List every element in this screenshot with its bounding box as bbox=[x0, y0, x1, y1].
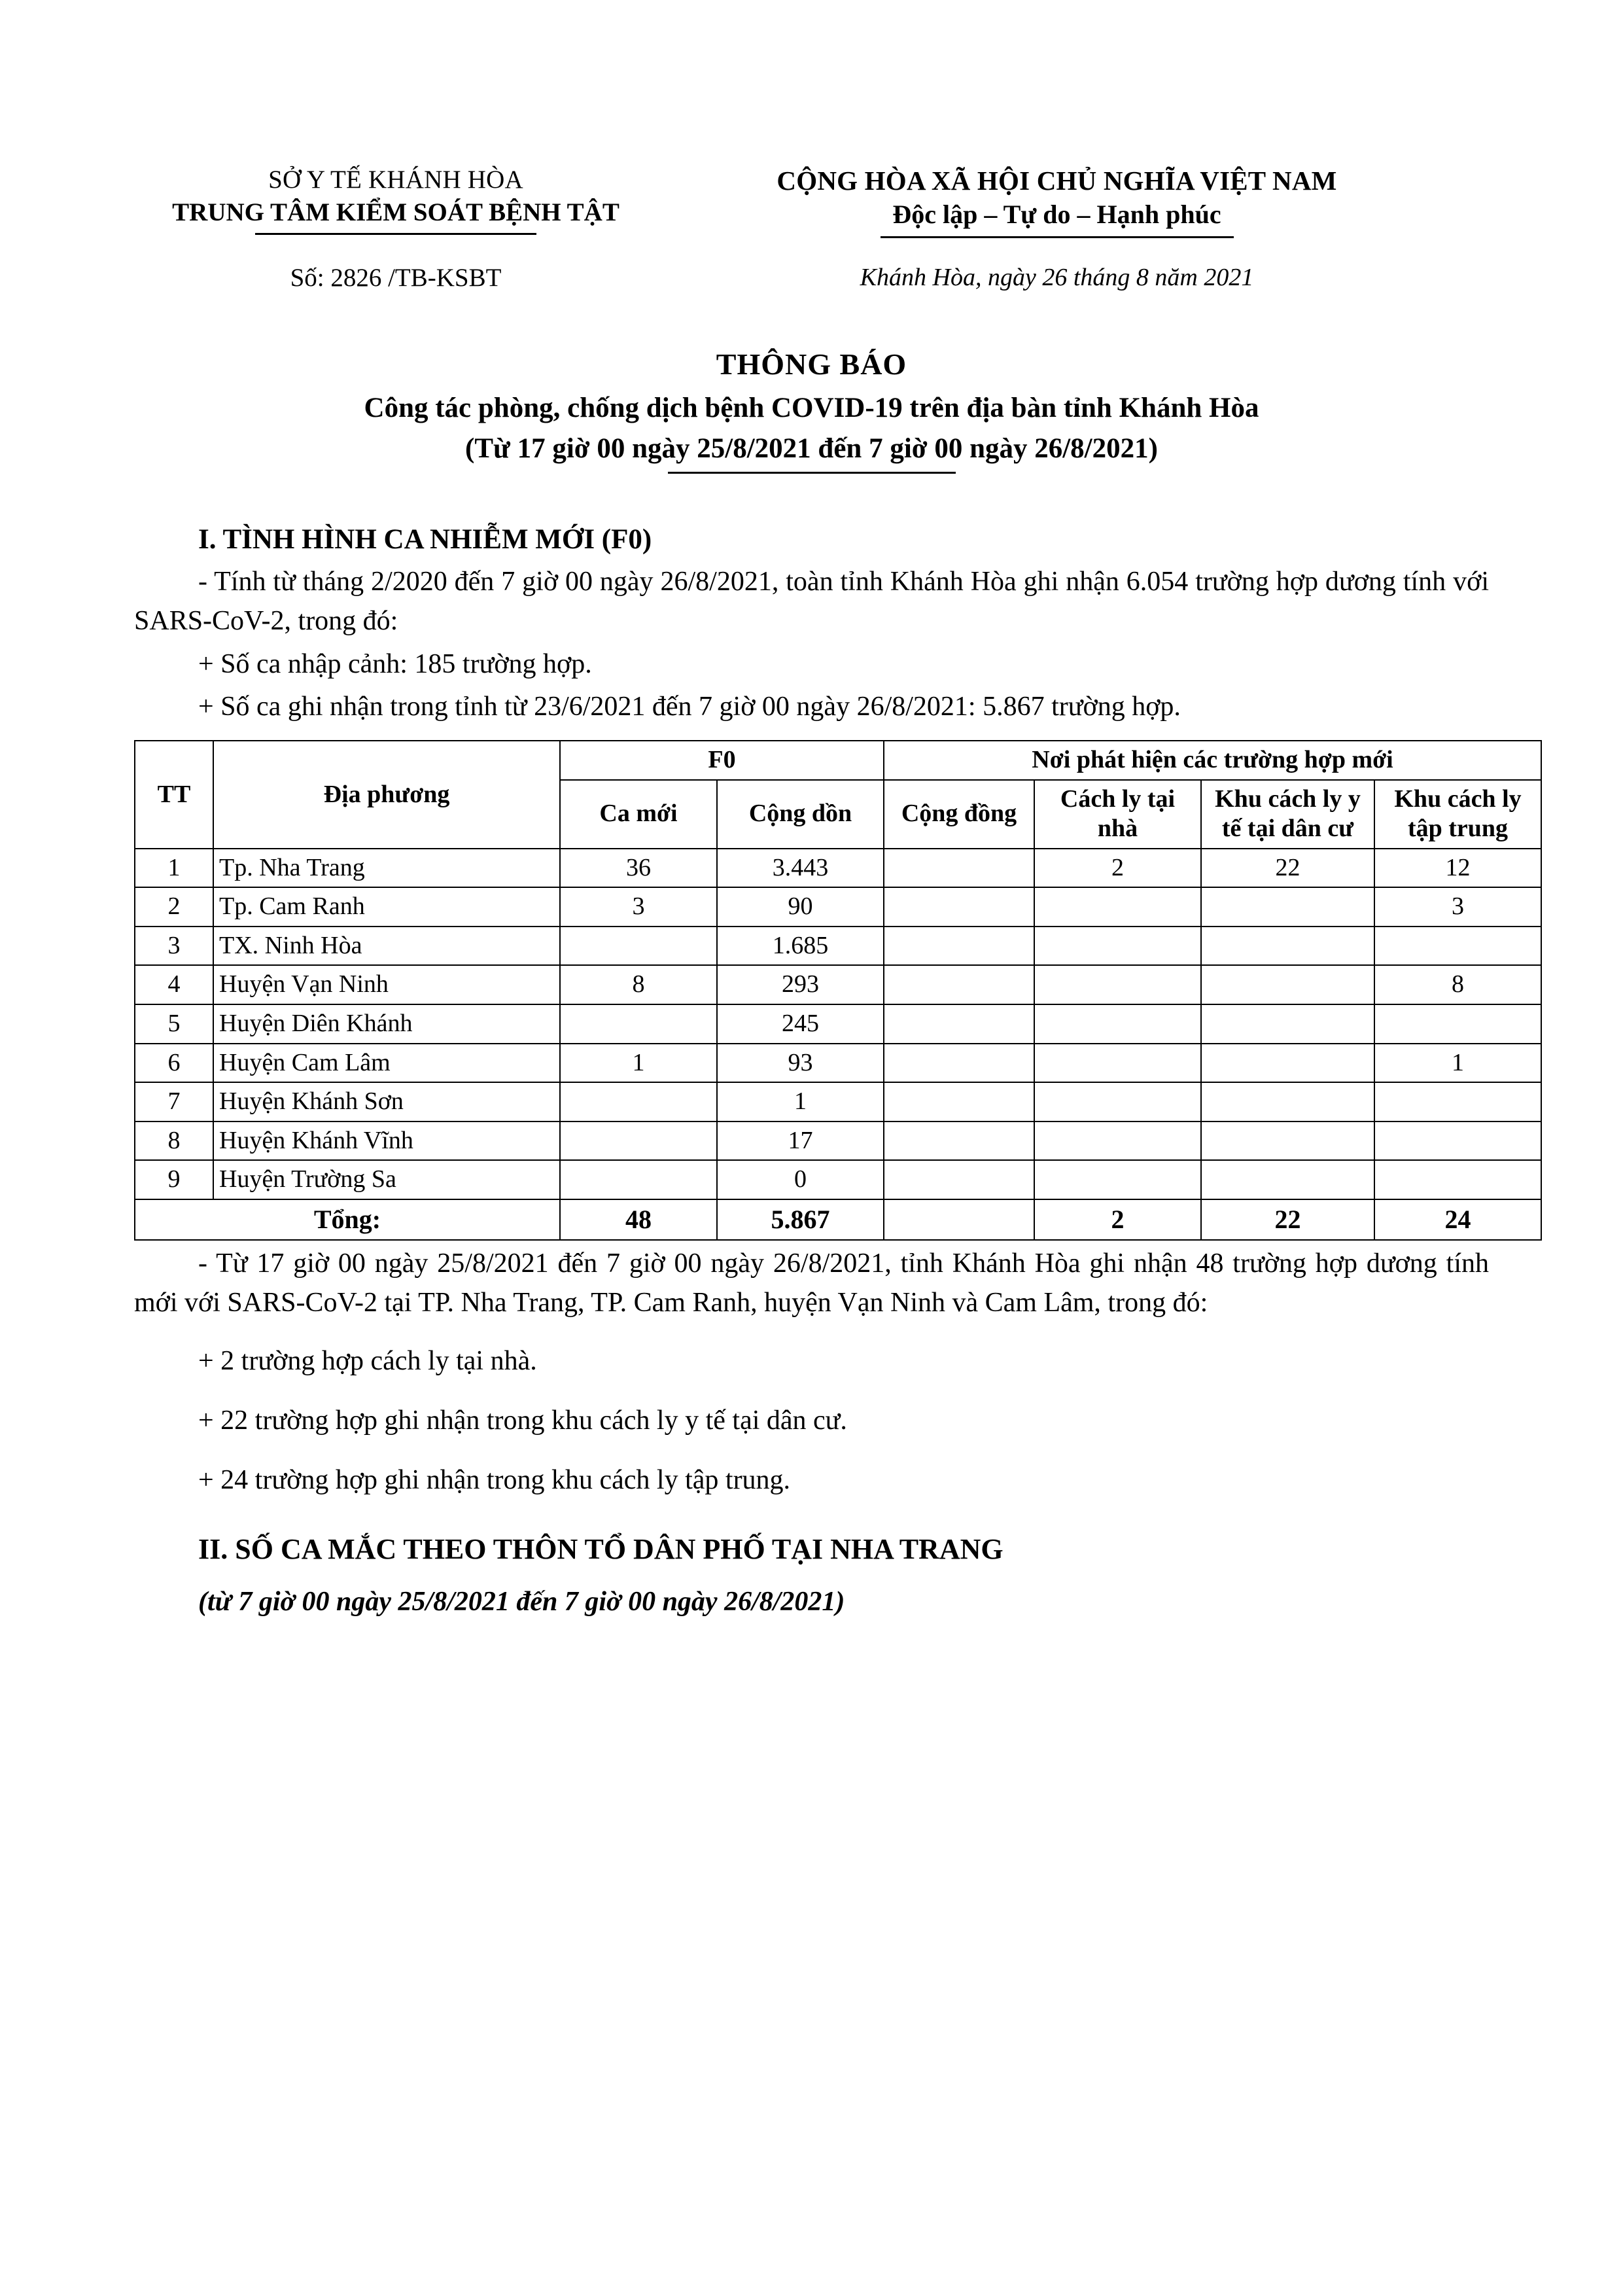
cell-central-zone bbox=[1374, 1004, 1541, 1044]
document-title-block bbox=[134, 345, 1489, 474]
cell-total-home-quarantine: 2 bbox=[1034, 1199, 1201, 1240]
table-body bbox=[135, 849, 1541, 1240]
header-right-divider bbox=[881, 236, 1234, 238]
cell-new-cases: 8 bbox=[560, 965, 717, 1004]
cell-medical-zone bbox=[1201, 1160, 1374, 1199]
cell-new-cases bbox=[560, 1122, 717, 1161]
cell-tt: 4 bbox=[135, 965, 213, 1004]
cell-community bbox=[884, 849, 1034, 888]
issuing-organization bbox=[134, 164, 644, 235]
section-1-paragraph-2: + Số ca nhập cảnh: 185 trường hợp. bbox=[198, 648, 592, 679]
section-1-paragraph-3: + Số ca ghi nhận trong tỉnh từ 23/6/2021 đến 7 giờ 00 ngày 26/8/2021: 5.867 trường hợp. bbox=[198, 692, 1181, 722]
cell-new-cases: 1 bbox=[560, 1044, 717, 1083]
cell-home-quarantine bbox=[1034, 887, 1201, 927]
header-group-f0: F0 bbox=[560, 741, 884, 780]
cell-central-zone bbox=[1374, 1160, 1541, 1199]
cell-new-cases bbox=[560, 927, 717, 966]
section-1-after-table-paragraph: - Từ 17 giờ 00 ngày 25/8/2021 đến 7 giờ 00 ngày 26/8/2021, tỉnh Khánh Hòa ghi nhận 48 trường hợp dương tính mới với SARS-CoV-2 tại TP. Nha Trang, TP. Cam Ranh, huyện Vạn Ninh và Cam Lâm, trong đó: bbox=[134, 1248, 1489, 1318]
header-tt: TT bbox=[135, 741, 213, 849]
cell-community bbox=[884, 1160, 1034, 1199]
header-new-cases: Ca mới bbox=[560, 780, 717, 849]
cell-community bbox=[884, 1004, 1034, 1044]
cell-locality: Huyện Vạn Ninh bbox=[213, 965, 560, 1004]
table-row bbox=[135, 887, 1541, 927]
cell-home-quarantine: 2 bbox=[1034, 849, 1201, 888]
cell-new-cases bbox=[560, 1004, 717, 1044]
cell-central-zone bbox=[1374, 1082, 1541, 1122]
document-subheader bbox=[134, 263, 1489, 292]
cell-total-cumulative: 5.867 bbox=[717, 1199, 884, 1240]
table-row bbox=[135, 927, 1541, 966]
cell-medical-zone bbox=[1201, 887, 1374, 927]
cell-tt: 5 bbox=[135, 1004, 213, 1044]
header-home-quarantine: Cách ly tại nhà bbox=[1034, 780, 1201, 849]
cell-new-cases: 36 bbox=[560, 849, 717, 888]
center-name: TRUNG TÂM KIỂM SOÁT BỆNH TẬT bbox=[172, 198, 620, 226]
cell-medical-zone bbox=[1201, 1082, 1374, 1122]
cell-medical-zone bbox=[1201, 927, 1374, 966]
cell-cumulative: 93 bbox=[717, 1044, 884, 1083]
cell-new-cases: 3 bbox=[560, 887, 717, 927]
table-row bbox=[135, 1122, 1541, 1161]
national-heading bbox=[644, 164, 1489, 238]
cell-locality: TX. Ninh Hòa bbox=[213, 927, 560, 966]
header-group-detect-place: Nơi phát hiện các trường hợp mới bbox=[884, 741, 1541, 780]
cell-cumulative: 90 bbox=[717, 887, 884, 927]
cell-locality: Huyện Khánh Vĩnh bbox=[213, 1122, 560, 1161]
cell-medical-zone bbox=[1201, 965, 1374, 1004]
cell-cumulative: 3.443 bbox=[717, 849, 884, 888]
cell-tt: 8 bbox=[135, 1122, 213, 1161]
cell-cumulative: 0 bbox=[717, 1160, 884, 1199]
section-1-bullet-2: + 22 trường hợp ghi nhận trong khu cách ly y tế tại dân cư. bbox=[198, 1405, 847, 1436]
cell-tt: 1 bbox=[135, 849, 213, 888]
title-underline bbox=[668, 472, 956, 474]
cell-total-new-cases: 48 bbox=[560, 1199, 717, 1240]
cell-central-zone: 12 bbox=[1374, 849, 1541, 888]
cell-medical-zone bbox=[1201, 1122, 1374, 1161]
header-central-zone: Khu cách ly tập trung bbox=[1374, 780, 1541, 849]
cell-central-zone bbox=[1374, 927, 1541, 966]
cell-community bbox=[884, 965, 1034, 1004]
cell-locality: Tp. Nha Trang bbox=[213, 849, 560, 888]
title-subtitle-2: (Từ 17 giờ 00 ngày 25/8/2021 đến 7 giờ 00 ngày 26/8/2021) bbox=[465, 433, 1158, 465]
document-number: Số: 2826 /TB-KSBT bbox=[290, 264, 502, 292]
cell-tt: 6 bbox=[135, 1044, 213, 1083]
cell-total-label: Tổng: bbox=[135, 1199, 560, 1240]
cell-central-zone bbox=[1374, 1122, 1541, 1161]
cell-community bbox=[884, 1122, 1034, 1161]
section-2-heading: II. SỐ CA MẮC THEO THÔN TỔ DÂN PHỐ TẠI NHA TRANG bbox=[198, 1533, 1003, 1566]
cell-community bbox=[884, 1082, 1034, 1122]
header-locality: Địa phương bbox=[213, 741, 560, 849]
cell-total-central-zone: 24 bbox=[1374, 1199, 1541, 1240]
cell-cumulative: 245 bbox=[717, 1004, 884, 1044]
header-community: Cộng đồng bbox=[884, 780, 1034, 849]
cell-medical-zone bbox=[1201, 1004, 1374, 1044]
cell-locality: Huyện Khánh Sơn bbox=[213, 1082, 560, 1122]
cell-tt: 7 bbox=[135, 1082, 213, 1122]
table-row bbox=[135, 965, 1541, 1004]
cell-locality: Huyện Trường Sa bbox=[213, 1160, 560, 1199]
section-1-bullet-1: + 2 trường hợp cách ly tại nhà. bbox=[198, 1346, 537, 1377]
cell-locality: Huyện Diên Khánh bbox=[213, 1004, 560, 1044]
cell-home-quarantine bbox=[1034, 1044, 1201, 1083]
section-2-subheading: (từ 7 giờ 00 ngày 25/8/2021 đến 7 giờ 00 ngày 26/8/2021) bbox=[198, 1586, 845, 1617]
cell-home-quarantine bbox=[1034, 965, 1201, 1004]
section-1-paragraph-1: - Tính từ tháng 2/2020 đến 7 giờ 00 ngày 26/8/2021, toàn tỉnh Khánh Hòa ghi nhận 6.054 trường hợp dương tính với SARS-CoV-2, trong đó: bbox=[134, 567, 1489, 637]
table-row bbox=[135, 1044, 1541, 1083]
section-1-bullet-3: + 24 trường hợp ghi nhận trong khu cách ly tập trung. bbox=[198, 1465, 791, 1496]
cell-home-quarantine bbox=[1034, 927, 1201, 966]
header-left-divider bbox=[255, 233, 536, 235]
department-name: SỞ Y TẾ KHÁNH HÒA bbox=[268, 166, 523, 194]
table-row bbox=[135, 1160, 1541, 1199]
cell-central-zone: 1 bbox=[1374, 1044, 1541, 1083]
covid-case-table bbox=[134, 740, 1542, 1241]
cell-tt: 9 bbox=[135, 1160, 213, 1199]
cell-cumulative: 1.685 bbox=[717, 927, 884, 966]
header-cumulative: Cộng dồn bbox=[717, 780, 884, 849]
document-header bbox=[134, 164, 1489, 238]
cell-community bbox=[884, 927, 1034, 966]
cell-home-quarantine bbox=[1034, 1160, 1201, 1199]
country-name: CỘNG HÒA XÃ HỘI CHỦ NGHĨA VIỆT NAM bbox=[777, 166, 1337, 196]
table-row bbox=[135, 849, 1541, 888]
cell-community bbox=[884, 887, 1034, 927]
table-row bbox=[135, 1004, 1541, 1044]
table-total-row bbox=[135, 1199, 1541, 1240]
place-and-date: Khánh Hòa, ngày 26 tháng 8 năm 2021 bbox=[860, 264, 1254, 292]
cell-home-quarantine bbox=[1034, 1004, 1201, 1044]
cell-cumulative: 1 bbox=[717, 1082, 884, 1122]
cell-home-quarantine bbox=[1034, 1122, 1201, 1161]
cell-new-cases bbox=[560, 1160, 717, 1199]
cell-community bbox=[884, 1044, 1034, 1083]
cell-home-quarantine bbox=[1034, 1082, 1201, 1122]
cell-central-zone: 8 bbox=[1374, 965, 1541, 1004]
cell-cumulative: 17 bbox=[717, 1122, 884, 1161]
cell-new-cases bbox=[560, 1082, 717, 1122]
cell-medical-zone: 22 bbox=[1201, 849, 1374, 888]
table-header-group-row bbox=[135, 741, 1541, 780]
page-title: THÔNG BÁO bbox=[716, 347, 907, 381]
section-1-heading: I. TÌNH HÌNH CA NHIỄM MỚI (F0) bbox=[198, 524, 652, 556]
cell-locality: Tp. Cam Ranh bbox=[213, 887, 560, 927]
cell-locality: Huyện Cam Lâm bbox=[213, 1044, 560, 1083]
table-row bbox=[135, 1082, 1541, 1122]
cell-central-zone: 3 bbox=[1374, 887, 1541, 927]
cell-cumulative: 293 bbox=[717, 965, 884, 1004]
cell-medical-zone bbox=[1201, 1044, 1374, 1083]
cell-total-medical-zone: 22 bbox=[1201, 1199, 1374, 1240]
cell-tt: 3 bbox=[135, 927, 213, 966]
title-subtitle-1: Công tác phòng, chống dịch bệnh COVID-19 trên địa bàn tỉnh Khánh Hòa bbox=[364, 393, 1259, 424]
header-medical-zone: Khu cách ly y tế tại dân cư bbox=[1201, 780, 1374, 849]
cell-tt: 2 bbox=[135, 887, 213, 927]
national-motto: Độc lập – Tự do – Hạnh phúc bbox=[892, 200, 1221, 230]
cell-total-community bbox=[884, 1199, 1034, 1240]
